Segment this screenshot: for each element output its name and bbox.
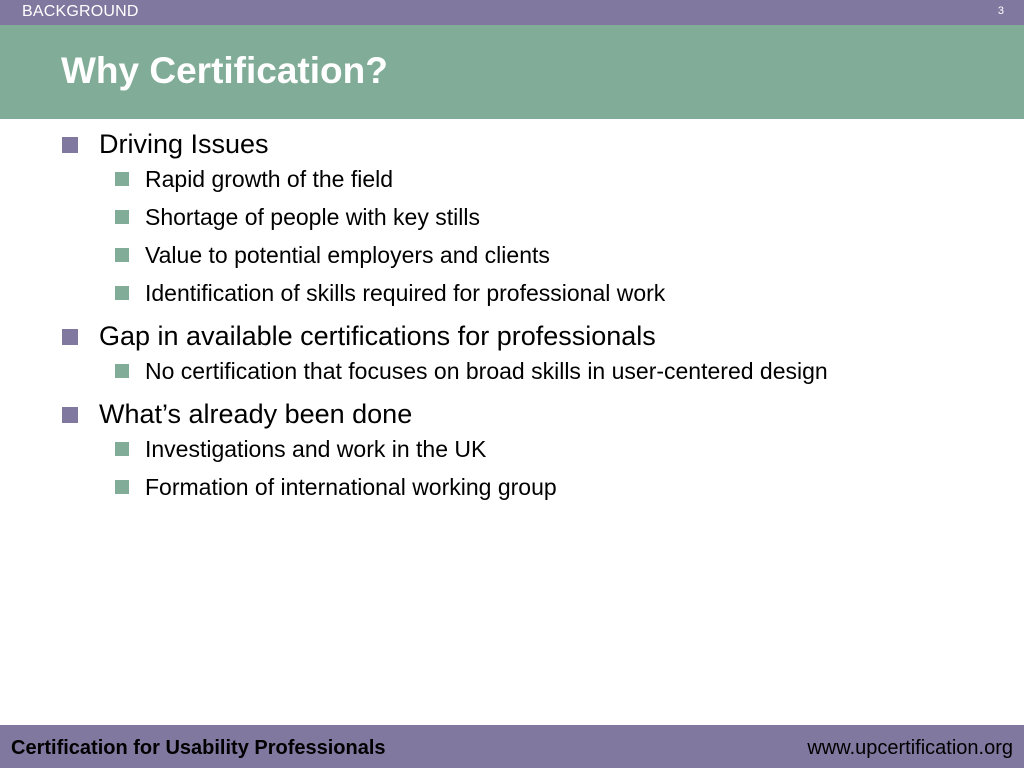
bullet-text: Value to potential employers and clients bbox=[145, 242, 550, 268]
bullet-text: No certification that focuses on broad skills in user-centered design bbox=[145, 358, 828, 384]
bullet-level2 bbox=[0, 472, 1024, 510]
square-bullet-icon bbox=[62, 407, 78, 423]
bullet-text: Rapid growth of the field bbox=[145, 166, 394, 192]
bullet-level2 bbox=[0, 356, 1024, 394]
bullet-text: Driving Issues bbox=[99, 129, 269, 159]
top-bar bbox=[0, 0, 1024, 25]
bullet-text: Investigations and work in the UK bbox=[145, 436, 487, 462]
square-bullet-icon bbox=[115, 172, 129, 186]
footer-url: www.upcertification.org bbox=[807, 737, 1013, 759]
bullet-level2 bbox=[0, 434, 1024, 472]
bullet-text: Shortage of people with key stills bbox=[145, 204, 480, 230]
bullet-level1 bbox=[0, 318, 1024, 356]
square-bullet-icon bbox=[115, 210, 129, 224]
square-bullet-icon bbox=[115, 364, 129, 378]
footer-title: Certification for Usability Professionals bbox=[11, 737, 386, 759]
bullet-text: Formation of international working group bbox=[145, 474, 557, 500]
square-bullet-icon bbox=[115, 480, 129, 494]
bullet-level2 bbox=[0, 240, 1024, 278]
square-bullet-icon bbox=[115, 442, 129, 456]
bullet-level1 bbox=[0, 126, 1024, 164]
slide-title: Why Certification? bbox=[61, 50, 388, 91]
bullet-level1 bbox=[0, 396, 1024, 434]
square-bullet-icon bbox=[62, 137, 78, 153]
bullet-level2 bbox=[0, 278, 1024, 316]
slide-number: 3 bbox=[997, 5, 1004, 17]
footer-bar bbox=[0, 725, 1024, 768]
square-bullet-icon bbox=[62, 329, 78, 345]
title-band bbox=[0, 25, 1024, 119]
bullet-level2 bbox=[0, 202, 1024, 240]
bullet-level2 bbox=[0, 164, 1024, 202]
bullet-text: Gap in available certifications for professionals bbox=[99, 321, 656, 351]
square-bullet-icon bbox=[115, 286, 129, 300]
square-bullet-icon bbox=[115, 248, 129, 262]
bullet-list bbox=[0, 126, 1024, 510]
bullet-text: What’s already been done bbox=[99, 399, 413, 429]
section-label: BACKGROUND bbox=[22, 3, 139, 20]
bullet-text: Identification of skills required for professional work bbox=[145, 280, 666, 306]
